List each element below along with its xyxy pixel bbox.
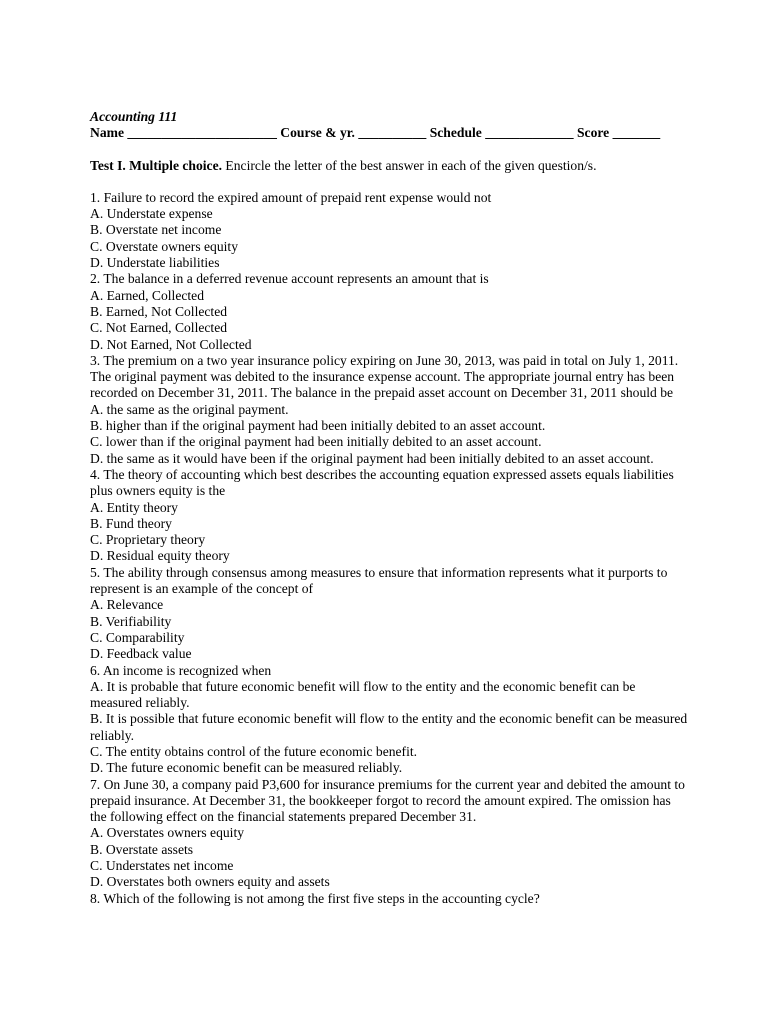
question-stem: 7. On June 30, a company paid P3,600 for insurance premiums for the current year and debited the amount to prepaid insurance. At December 31, the bookkeeper forgot to record the amount expired. The omission has the following effect on the financial statements prepared December 31.: [90, 776, 685, 825]
answer-choice[interactable]: D. Understate liabilities: [90, 255, 220, 271]
question-item: [90, 891, 688, 907]
question-stem: 4. The theory of accounting which best describes the accounting equation expressed assets equals liabilities plus owners equity is the: [90, 466, 674, 499]
course-title: Accounting 111: [90, 109, 178, 124]
answer-choice[interactable]: B. Overstate net income: [90, 222, 222, 238]
answer-choice[interactable]: A. Understate expense: [90, 206, 213, 222]
answer-choice[interactable]: B. Overstate assets: [90, 841, 194, 857]
question-item: [90, 271, 688, 352]
student-info-fields: Name ______________________ Course & yr. __________ Schedule _____________ Score _______: [90, 125, 661, 141]
question-item: [90, 190, 688, 271]
answer-choice[interactable]: B. Verifiability: [90, 613, 172, 629]
answer-choice[interactable]: B. It is possible that future economic benefit will flow to the entity and the economic benefit can be measured reliably.: [90, 711, 688, 743]
answer-choice[interactable]: C. Proprietary theory: [90, 532, 206, 548]
answer-choice[interactable]: B. higher than if the original payment had been initially debited to an asset account.: [90, 418, 546, 434]
answer-choice[interactable]: A. Overstates owners equity: [90, 825, 245, 841]
answer-choice[interactable]: D. The future economic benefit can be measured reliably.: [90, 760, 403, 776]
test-instruction-text: Encircle the letter of the best answer in each of the given question/s.: [222, 157, 597, 173]
test-instructions: [90, 158, 688, 174]
answer-choice[interactable]: D. Residual equity theory: [90, 548, 230, 564]
answer-choice[interactable]: D. Feedback value: [90, 646, 192, 662]
question-stem: 3. The premium on a two year insurance policy expiring on June 30, 2013, was paid in total on July 1, 2011. The original payment was debited to the insurance expense account. The appropriate journal entry has been recorded on December 31, 2011. The balance in the prepaid asset account on December 31, 2011 should be: [90, 352, 679, 401]
answer-choice[interactable]: C. Understates net income: [90, 858, 234, 874]
answer-choice[interactable]: C. lower than if the original payment had been initially debited to an asset account.: [90, 434, 542, 450]
answer-choice[interactable]: D. Not Earned, Not Collected: [90, 336, 252, 352]
question-item: [90, 565, 688, 663]
answer-choice[interactable]: D. the same as it would have been if the original payment had been initially debited to an asset account.: [90, 450, 654, 466]
answer-choice[interactable]: A. Entity theory: [90, 499, 178, 515]
question-stem: 8. Which of the following is not among the first five steps in the accounting cycle?: [90, 890, 540, 906]
answer-choice[interactable]: A. Relevance: [90, 597, 164, 613]
question-item: [90, 467, 688, 565]
question-stem: 6. An income is recognized when: [90, 662, 272, 678]
answer-choice[interactable]: C. Overstate owners equity: [90, 238, 238, 254]
question-item: [90, 663, 688, 777]
answer-choice[interactable]: C. The entity obtains control of the future economic benefit.: [90, 743, 418, 759]
question-stem: 1. Failure to record the expired amount of prepaid rent expense would not: [90, 189, 492, 205]
answer-choice[interactable]: C. Not Earned, Collected: [90, 320, 228, 336]
answer-choice[interactable]: B. Fund theory: [90, 515, 172, 531]
answer-choice[interactable]: B. Earned, Not Collected: [90, 303, 228, 319]
question-stem: 5. The ability through consensus among measures to ensure that information represents what it purports to represent is an example of the concept of: [90, 564, 668, 597]
test-label: Test I. Multiple choice.: [90, 157, 223, 173]
question-stem: 2. The balance in a deferred revenue account represents an amount that is: [90, 271, 489, 287]
answer-choice[interactable]: A. It is probable that future economic benefit will flow to the entity and the economic benefit can be measured reliably.: [90, 678, 636, 711]
answer-choice[interactable]: A. the same as the original payment.: [90, 401, 289, 417]
question-item: [90, 777, 688, 891]
answer-choice[interactable]: D. Overstates both owners equity and assets: [90, 874, 330, 890]
answer-choice[interactable]: C. Comparability: [90, 629, 185, 645]
question-item: [90, 353, 688, 467]
answer-choice[interactable]: A. Earned, Collected: [90, 287, 204, 303]
question-list: [90, 190, 688, 907]
